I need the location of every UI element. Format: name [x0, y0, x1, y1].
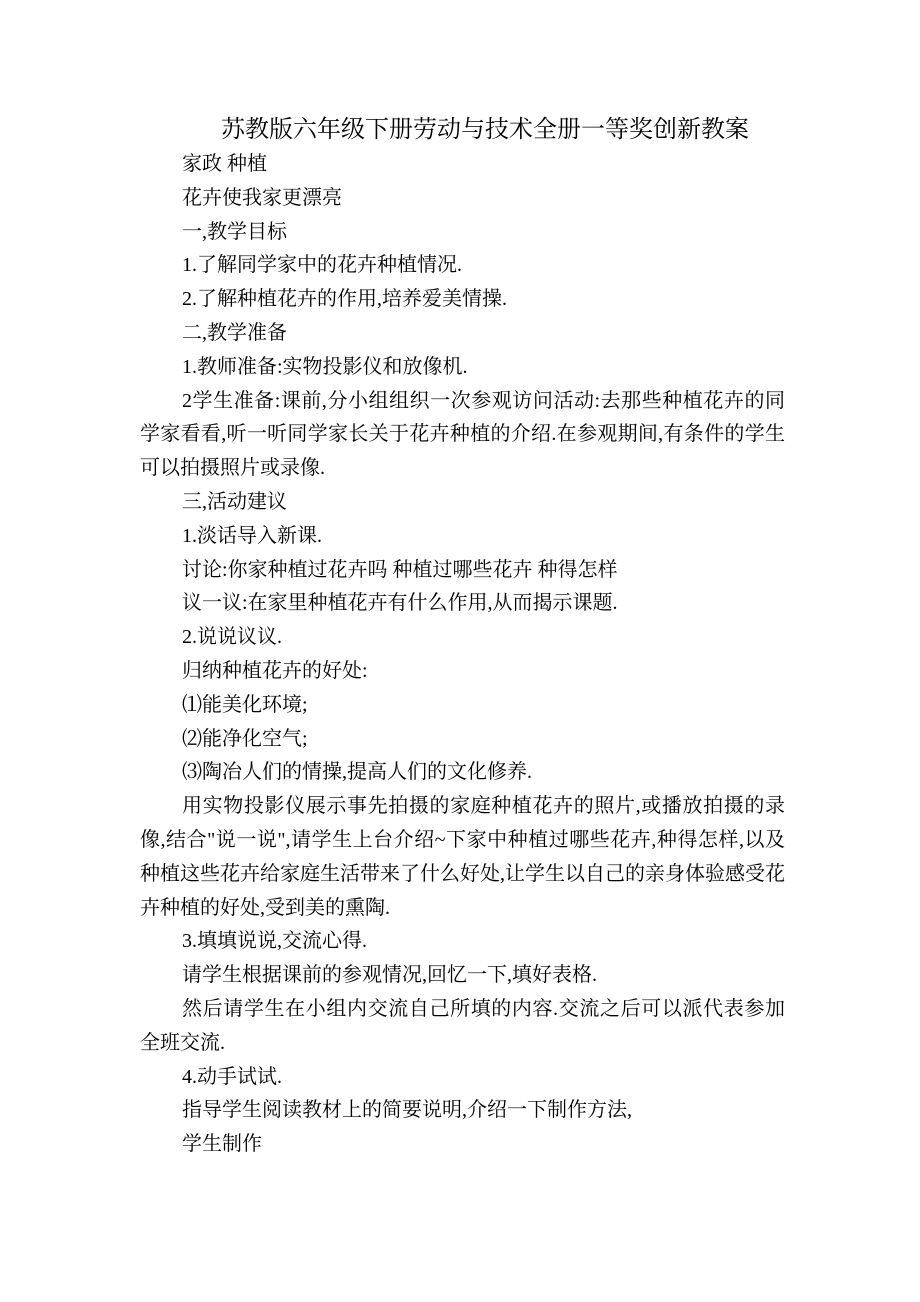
paragraph-prep-student: 2学生准备:课前,分小组组织一次参观访问活动:去那些种植花卉的同学家看看,听一听同学家长关于花卉种植的介绍.在参观期间,有条件的学生可以拍摄照片或录像. [140, 389, 785, 480]
paragraph-benefits-intro: 归纳种植花卉的好处: [182, 659, 368, 682]
paragraph-benefit-3: ⑶陶冶人们的情操,提高人们的文化修养. [182, 761, 532, 784]
document-title: 苏教版六年级下册劳动与技术全册一等奖创新教案 [221, 116, 749, 143]
paragraph-goal-1: 1.了解同学家中的花卉种植情况. [182, 254, 462, 277]
paragraph-students-make: 学生制作 [182, 1133, 262, 1156]
paragraph-activity-2: 2.说说议议. [182, 626, 282, 649]
paragraph-activity-3: 3.填填说说,交流心得. [182, 930, 367, 953]
paragraph-activity-4: 4.动手试试. [182, 1065, 282, 1088]
paragraph-discuss-more: 议一议:在家里种植花卉有什么作用,从而揭示课题. [182, 592, 618, 615]
heading-teaching-prep: 二,教学准备 [182, 321, 287, 344]
paragraph-activity-1: 1.淡话导入新课. [182, 524, 322, 547]
paragraph-goal-2: 2.了解种植花卉的作用,培养爱美情操. [182, 288, 507, 311]
paragraph-prep-teacher: 1.教师准备:实物投影仪和放像机. [182, 355, 468, 378]
paragraph-benefit-2: ⑵能净化空气; [182, 727, 308, 750]
paragraph-lesson-title: 花卉使我家更漂亮 [182, 186, 342, 209]
paragraph-discussion: 讨论:你家种植过花卉吗 种植过哪些花卉 种得怎样 [182, 558, 618, 581]
paragraph-benefit-1: ⑴能美化环境; [182, 693, 308, 716]
paragraph-section-home: 家政 种植 [182, 153, 267, 175]
heading-teaching-goals: 一,教学目标 [182, 220, 287, 243]
paragraph-group-share: 然后请学生在小组内交流自己所填的内容.交流之后可以派代表参加全班交流. [140, 997, 785, 1054]
document-body [140, 148, 785, 1162]
paragraph-fill-table: 请学生根据课前的参观情况,回忆一下,填好表格. [182, 964, 597, 987]
heading-activity: 三,活动建议 [182, 490, 287, 513]
paragraph-projector: 用实物投影仪展示事先拍摄的家庭种植花卉的照片,或播放拍摄的录像,结合"说一说",请学生上台介绍~下家中种植过哪些花卉,种得怎样,以及种植这些花卉给家庭生活带来了什么好处,让学生以自己的亲身体验感受花卉种植的好处,受到美的熏陶. [140, 795, 785, 919]
paragraph-guide-reading: 指导学生阅读教材上的简要说明,介绍一下制作方法, [182, 1099, 632, 1122]
